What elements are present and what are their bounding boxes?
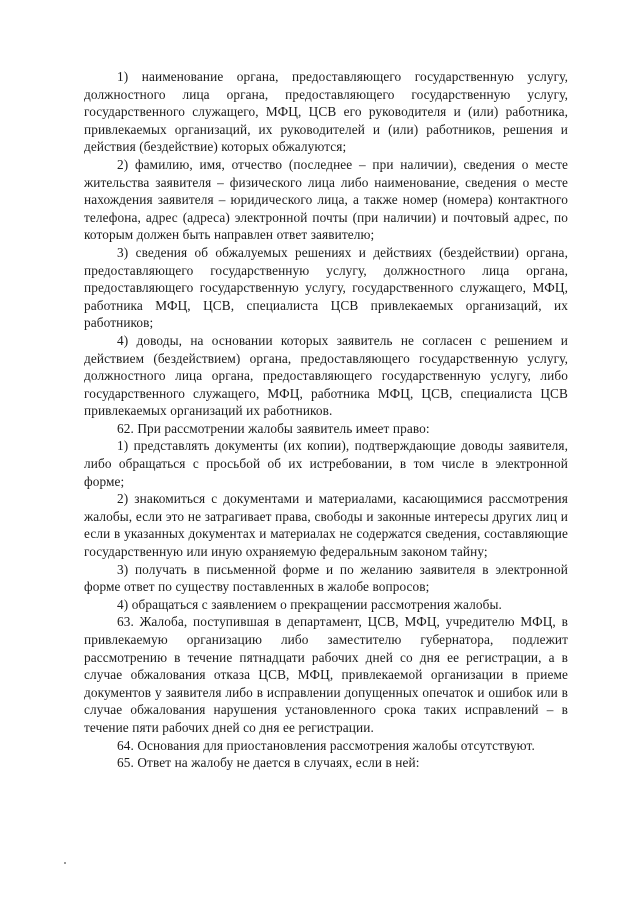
paragraph-right-3: 3) получать в письменной форме и по желанию заявителя в электронной форме ответ по существу поставленных в жалобе вопросов;: [84, 561, 568, 595]
paragraph-right-1: 1) представлять документы (их копии), подтверждающие доводы заявителя, либо обращаться с просьбой об их истребовании, в том числе в электронной форме;: [84, 438, 568, 489]
paragraph-item-2: 2) фамилию, имя, отчество (последнее – при наличии), сведения о месте жительства заявителя – физического лица либо наименование, сведения о месте нахождения заявителя – юридического лица, а также номер (номера) контактного телефона, адрес (адреса) электронной почты (при наличии) и почтовый адрес, по которым должен быть направлен ответ заявителю;: [84, 156, 568, 243]
paragraph-right-2: 2) знакомиться с документами и материалами, касающимися рассмотрения жалобы, если это не затрагивает права, свободы и законные интересы других лиц и если в указанных документах и материалах не содержатся сведения, составляющие государственную или иную охраняемую федеральным законом тайну;: [84, 491, 568, 560]
paragraph-right-4: 4) обращаться с заявлением о прекращении рассмотрения жалобы.: [117, 596, 502, 612]
document-page: [84, 68, 568, 772]
paragraph-item-1: 1) наименование органа, предоставляющего государственную услугу, должностного лица органа, предоставляющего государственную услугу, государственного служащего, МФЦ, ЦСВ его руководителя и (или) работника, привлекаемых организаций, их руководителей и (или) работников, решения и действия (бездействие) которых обжалуются;: [84, 69, 568, 155]
scan-speck: [64, 862, 66, 864]
paragraph-item-3: 3) сведения об обжалуемых решениях и действиях (бездействии) органа, предоставляющего государственную услугу, должностного лица органа, предоставляющего государственную услугу, государственного служащего, МФЦ, работника МФЦ, ЦСВ, специалиста ЦСВ привлекаемых организаций, их работников;: [84, 244, 568, 331]
paragraph-item-4: 4) доводы, на основании которых заявитель не согласен с решением и действием (бездействием) органа, предоставляющего государственную услугу, должностного лица органа, предоставляющего государственную услугу, либо государственного служащего, МФЦ, работника МФЦ, ЦСВ, специалиста ЦСВ привлекаемых организаций их работников.: [84, 332, 568, 419]
paragraph-clause-64: 64. Основания для приостановления рассмотрения жалобы отсутствуют.: [117, 737, 535, 753]
paragraph-clause-62: 62. При рассмотрении жалобы заявитель имеет право:: [117, 420, 430, 436]
paragraph-clause-65: 65. Ответ на жалобу не дается в случаях, если в ней:: [117, 755, 420, 771]
paragraph-clause-63: 63. Жалоба, поступившая в департамент, ЦСВ, МФЦ, учредителю МФЦ, в привлекаемую организацию либо заместителю губернатора, подлежит рассмотрению в течение пятнадцати рабочих дней со дня ее регистрации, а в случае обжалования отказа ЦСВ, МФЦ, привлекаемой организации в приеме документов у заявителя либо в исправлении допущенных опечаток и ошибок или в случае обжалования нарушения установленного срока таких исправлений – в течение пяти рабочих дней со дня ее регистрации.: [84, 614, 568, 735]
